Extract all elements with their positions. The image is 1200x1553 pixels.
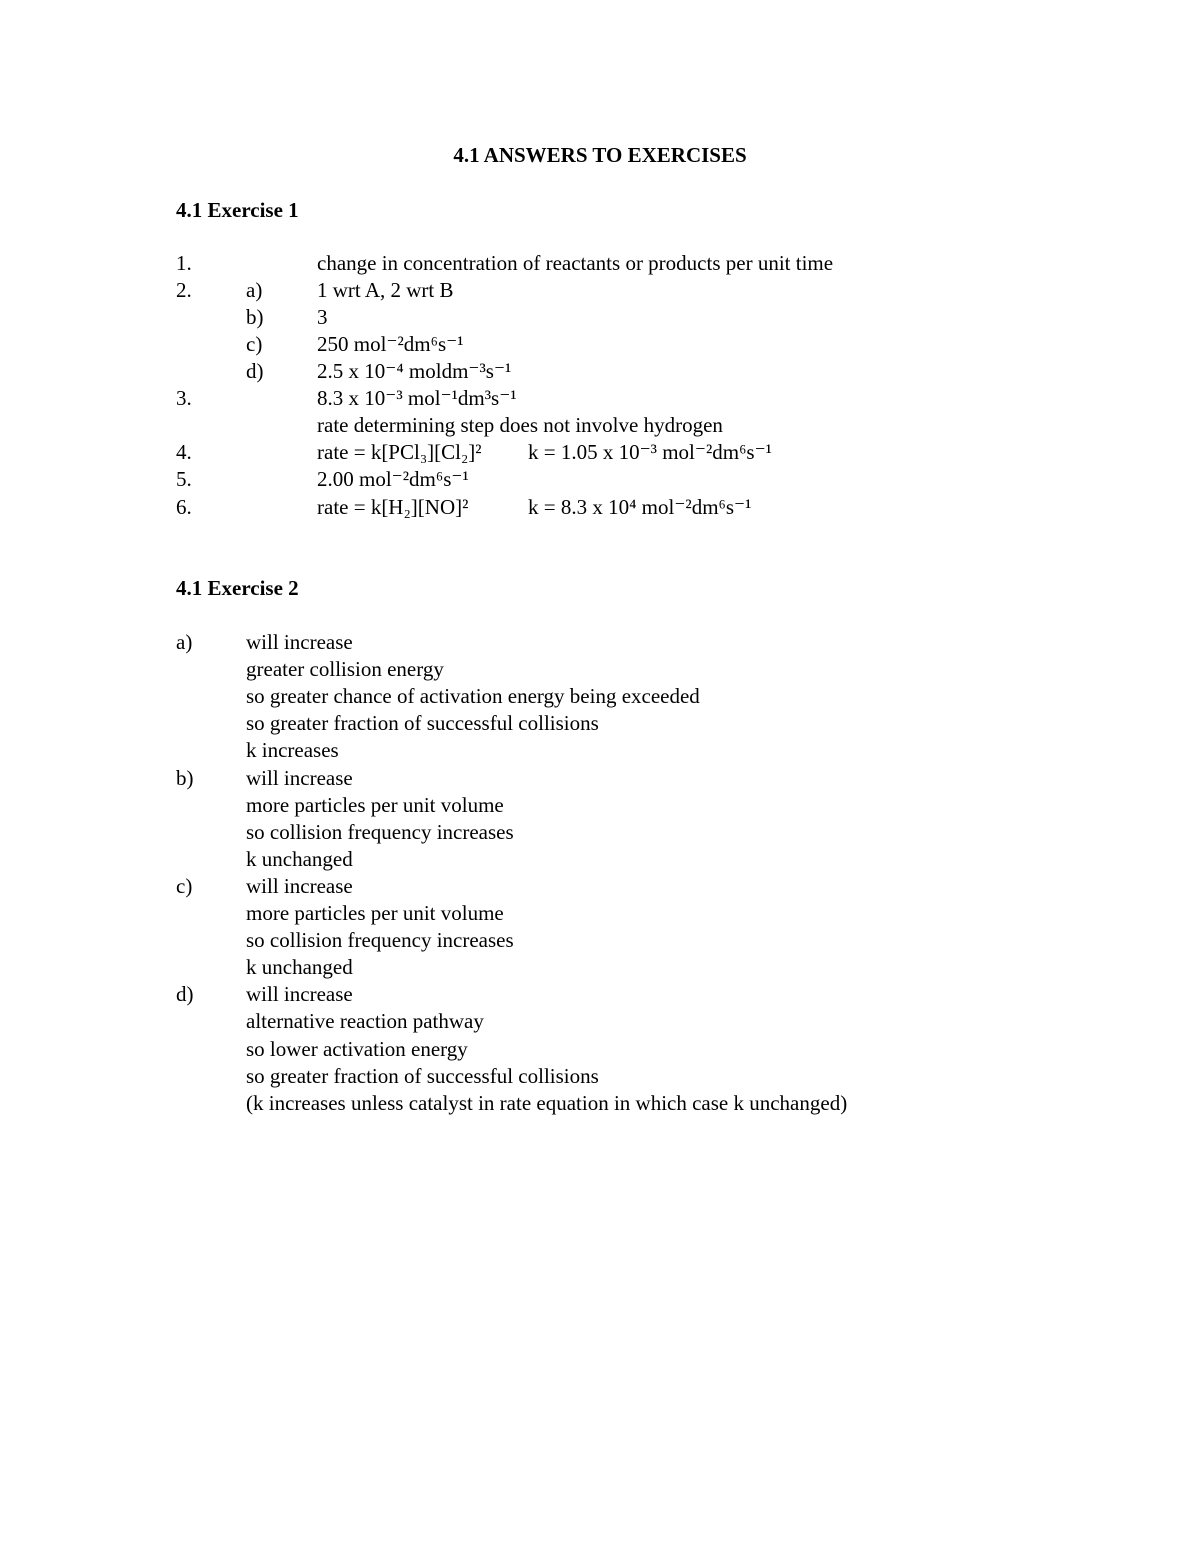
ex1-item-rate-constant: k = 1.05 x 10⁻³ mol⁻²dm⁶s⁻¹ xyxy=(528,440,772,464)
ex1-item-answer: rate = k[PCl₃][Cl₂]² xyxy=(317,440,482,464)
ex1-item-answer: 250 mol⁻²dm⁶s⁻¹ xyxy=(317,332,464,356)
ex1-item-sublabel: d) xyxy=(246,359,264,383)
ex2-item-text: so collision frequency increases xyxy=(246,819,514,844)
ex1-item-number: 1. xyxy=(176,251,192,275)
ex2-item-text: more particles per unit volume xyxy=(246,901,504,925)
ex2-item-label: d) xyxy=(176,982,194,1007)
ex2-item-text: will increase xyxy=(246,765,353,790)
ex1-item-sublabel: a) xyxy=(246,278,263,302)
ex1-item-number: 5. xyxy=(176,467,192,491)
ex2-item-text: (k increases unless catalyst in rate equation in which case k unchanged) xyxy=(246,1090,848,1115)
ex1-item-number: 4. xyxy=(176,440,192,464)
ex2-item-label: c) xyxy=(176,873,193,898)
ex2-item-label: b) xyxy=(176,765,194,790)
ex2-item-text: so collision frequency increases xyxy=(246,928,514,953)
ex2-item-text: k increases xyxy=(246,738,339,763)
ex1-item-sublabel: b) xyxy=(246,305,264,329)
ex1-item-number: 2. xyxy=(176,278,192,302)
ex2-item-text: so lower activation energy xyxy=(246,1036,468,1061)
page-title: 4.1 ANSWERS TO EXERCISES xyxy=(453,143,747,167)
exercise2-heading: 4.1 Exercise 2 xyxy=(176,576,299,600)
ex1-item-answer: 3 xyxy=(317,305,328,329)
ex1-item-answer: rate = k[H₂][NO]² xyxy=(317,495,469,519)
ex2-item-text: k unchanged xyxy=(246,955,353,980)
ex1-item-answer: 2.00 mol⁻²dm⁶s⁻¹ xyxy=(317,467,469,491)
ex1-item-sublabel: c) xyxy=(246,332,263,356)
ex1-item-answer: 2.5 x 10⁻⁴ moldm⁻³s⁻¹ xyxy=(317,359,512,383)
ex2-item-text: so greater chance of activation energy being exceeded xyxy=(246,684,700,709)
ex2-item-text: will increase xyxy=(246,630,353,654)
ex1-item-answer: 8.3 x 10⁻³ mol⁻¹dm³s⁻¹ xyxy=(317,386,517,410)
ex2-item-text: greater collision energy xyxy=(246,657,444,682)
ex1-item-rate-constant: k = 8.3 x 10⁴ mol⁻²dm⁶s⁻¹ xyxy=(528,495,752,519)
ex1-item-number: 3. xyxy=(176,386,192,410)
ex1-item-number: 6. xyxy=(176,495,192,519)
ex2-item-text: so greater fraction of successful collisions xyxy=(246,1063,599,1088)
ex2-item-label: a) xyxy=(176,630,193,654)
ex2-item-text: more particles per unit volume xyxy=(246,792,504,817)
ex1-item-answer: 1 wrt A, 2 wrt B xyxy=(317,278,454,302)
ex2-item-text: so greater fraction of successful collisions xyxy=(246,711,599,736)
ex2-item-text: will increase xyxy=(246,982,353,1007)
ex2-item-text: k unchanged xyxy=(246,846,353,871)
ex2-item-text: will increase xyxy=(246,873,353,898)
ex1-item-answer: rate determining step does not involve hydrogen xyxy=(317,413,723,437)
ex1-item-answer: change in concentration of reactants or products per unit time xyxy=(317,251,834,275)
ex2-item-text: alternative reaction pathway xyxy=(246,1009,484,1034)
exercise1-heading: 4.1 Exercise 1 xyxy=(176,198,299,222)
